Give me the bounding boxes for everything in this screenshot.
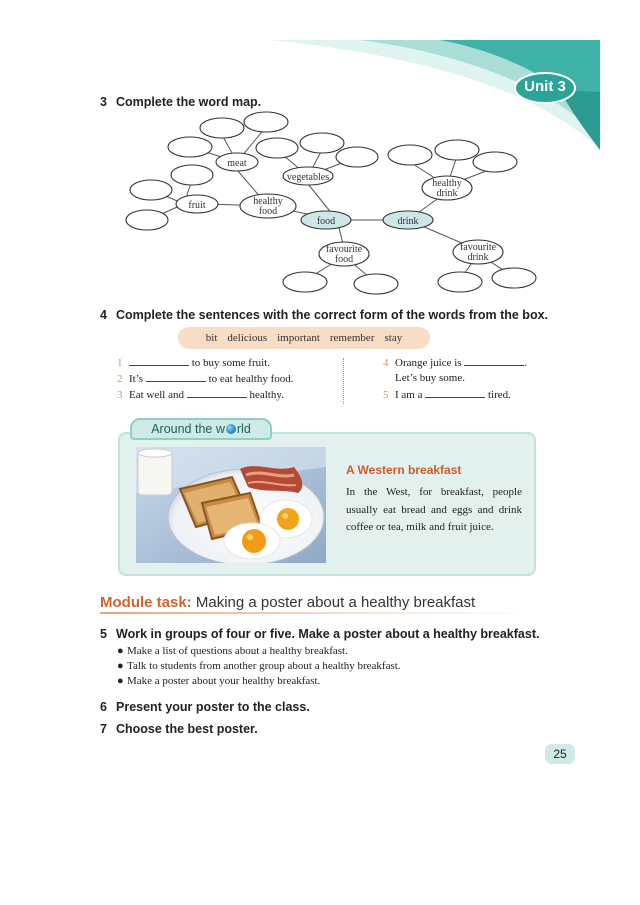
wm-drink: drink: [397, 216, 419, 227]
wm-fav-food-2: food: [334, 254, 354, 265]
word-box: [178, 327, 430, 349]
article-text: In the West, for breakfast, people usually eat bread and eggs and drink coffee or tea, milk and fruit juice.: [346, 486, 522, 533]
wm-fav-drink-1: favourite: [459, 242, 497, 253]
word-4: stay: [384, 332, 403, 344]
sentence-3: 3 Eat well and healthy.: [117, 389, 284, 401]
bullet-2: ● Talk to students from another group about a healthy breakfast.: [117, 660, 401, 672]
sentence-5: 5 I am a tired.: [383, 389, 511, 401]
around-the-world-tab: Around the w rld: [130, 418, 272, 440]
wm-fruit: fruit: [188, 200, 206, 211]
question-7-title: 7 Choose the best poster.: [100, 722, 258, 736]
wm-healthy-drink-1: healthy: [432, 178, 462, 189]
question-4-title: 4 Complete the sentences with the correct form of the words from the box.: [100, 308, 549, 322]
question-3-title: 3 Complete the word map.: [100, 95, 262, 109]
module-task-heading: Module task: Making a poster about a healthy breakfast: [100, 594, 476, 611]
module-underline: [100, 612, 532, 614]
wm-vegetables: vegetables: [286, 172, 330, 183]
bullet-3: ● Make a poster about your healthy breakfast.: [117, 675, 321, 687]
globe-icon: [226, 424, 236, 434]
bullet-1: ● Make a list of questions about a healthy breakfast.: [117, 645, 348, 657]
wm-fav-drink-2: drink: [467, 252, 489, 263]
column-divider: [343, 358, 344, 404]
blank-1[interactable]: [129, 356, 189, 366]
article-title: A Western breakfast: [346, 463, 462, 477]
wm-food: food: [316, 216, 336, 227]
wm-healthy-drink-2: drink: [436, 188, 458, 199]
blank-5[interactable]: [425, 388, 485, 398]
sentence-4: 4 Orange juice is .: [383, 357, 528, 369]
wm-healthy-food-1: healthy: [253, 196, 283, 207]
sentence-4-line-2: Let’s buy some.: [395, 372, 465, 384]
question-5-title: 5 Work in groups of four or five. Make a poster about a healthy breakfast.: [100, 627, 540, 641]
word-1: delicious: [227, 332, 268, 344]
blank-3[interactable]: [187, 388, 247, 398]
page-number: 25: [545, 744, 575, 764]
word-map: [120, 108, 540, 298]
wm-meat: meat: [227, 158, 247, 169]
blank-2[interactable]: [146, 372, 206, 382]
sentence-2: 2 It’s to eat healthy food.: [117, 373, 294, 385]
word-2: important: [277, 332, 320, 344]
breakfast-photo: [136, 447, 326, 563]
wm-fav-food-1: favourite: [325, 244, 363, 255]
unit-label: Unit 3: [524, 78, 566, 95]
sentence-1: 1 to buy some fruit.: [117, 357, 270, 369]
word-3: remember: [329, 332, 375, 344]
wm-healthy-food-2: food: [258, 206, 278, 217]
word-0: bit: [205, 332, 218, 344]
question-6-title: 6 Present your poster to the class.: [100, 700, 310, 714]
blank-4[interactable]: [464, 356, 524, 366]
